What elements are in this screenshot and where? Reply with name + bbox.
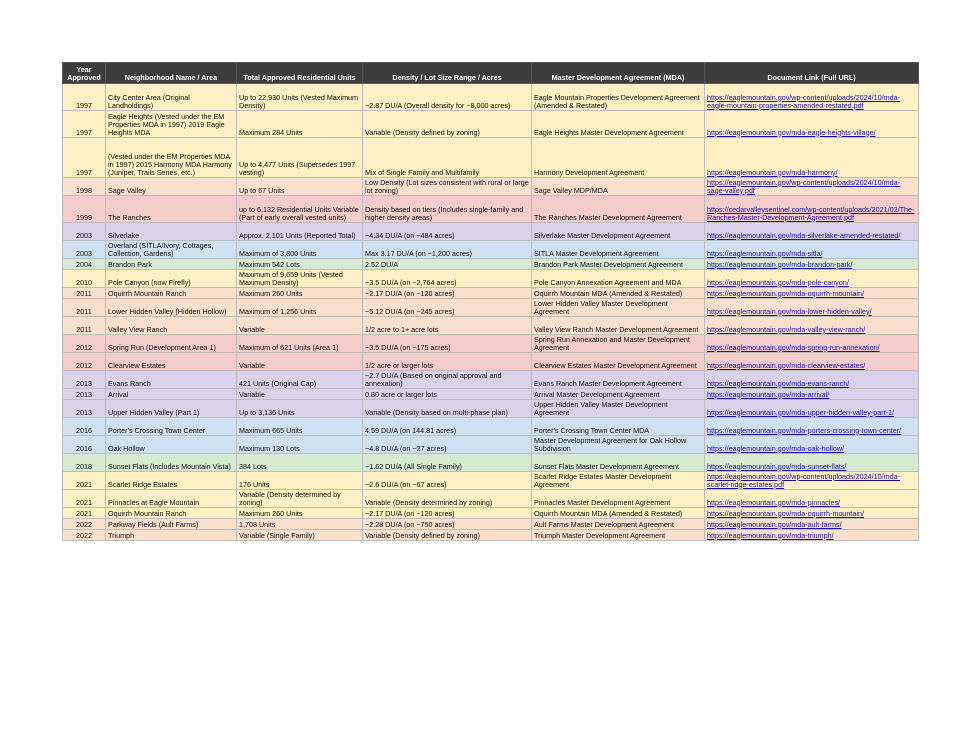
density-cell: ~2.7 DU/A (Based on original approval and annexation) bbox=[363, 371, 532, 389]
units-cell: Variable (Single Family) bbox=[237, 530, 363, 541]
neighborhood-cell: Scarlet Ridge Estates bbox=[106, 472, 237, 490]
units-cell: Up to 4,477 Units (Supersedes 1997 vesting) bbox=[237, 138, 363, 178]
table-row bbox=[63, 508, 919, 519]
table-row bbox=[63, 270, 919, 288]
mda-cell: Pinnacles Master Development Agreement bbox=[532, 490, 705, 508]
table-row bbox=[63, 138, 919, 178]
neighborhood-cell: Triumph bbox=[106, 530, 237, 541]
year-cell: 1997 bbox=[63, 84, 106, 111]
document-link-cell bbox=[705, 454, 919, 472]
density-cell: ~1.62 DU/A (All Single Family) bbox=[363, 454, 532, 472]
density-cell: Variable (Density based on multi-phase plan) bbox=[363, 400, 532, 418]
year-cell: 2013 bbox=[63, 371, 106, 389]
density-cell: Mix of Single Family and Multifamily bbox=[363, 138, 532, 178]
table-row bbox=[63, 436, 919, 454]
table-row bbox=[63, 472, 919, 490]
document-link-cell bbox=[705, 371, 919, 389]
mda-table-sheet bbox=[62, 62, 918, 541]
table-row bbox=[63, 196, 919, 223]
mda-cell: Ault Farms Master Development Agreement bbox=[532, 519, 705, 530]
mda-cell: Harmony Development Agreement bbox=[532, 138, 705, 178]
year-cell: 2022 bbox=[63, 530, 106, 541]
document-link[interactable]: https://eaglemountain.gov/mda-eagle-heights-village/ bbox=[707, 127, 876, 137]
mda-cell: Silverlake Master Development Agreement bbox=[532, 223, 705, 241]
density-cell: ~2.28 DU/A (on ~750 acres) bbox=[363, 519, 532, 530]
density-cell: Variable (Density determined by zoning) bbox=[363, 490, 532, 508]
mda-cell: Arrival Master Development Agreement bbox=[532, 389, 705, 400]
document-link-cell bbox=[705, 84, 919, 111]
density-cell: ~2.17 DU/A (on ~120 acres) bbox=[363, 288, 532, 299]
neighborhood-cell: Upper Hidden Valley (Part 1) bbox=[106, 400, 237, 418]
header-mda: Master Development Agreement (MDA) bbox=[532, 63, 705, 84]
table-header bbox=[63, 63, 919, 84]
document-link-cell bbox=[705, 508, 919, 519]
document-link-cell bbox=[705, 178, 919, 196]
table-row bbox=[63, 223, 919, 241]
density-cell: 2.52 DU/A bbox=[363, 259, 532, 270]
document-link[interactable]: https://eaglemountain.gov/mda-oquirrh-mountain/ bbox=[707, 288, 865, 298]
header-units: Total Approved Residential Units bbox=[237, 63, 363, 84]
table-row bbox=[63, 241, 919, 259]
units-cell: Up to 22,930 Units (Vested Maximum Density) bbox=[237, 84, 363, 111]
document-link-cell bbox=[705, 299, 919, 317]
neighborhood-cell: Porter's Crossing Town Center bbox=[106, 418, 237, 436]
mda-cell: Eagle Mountain Properties Development Agreement (Amended & Restated) bbox=[532, 84, 705, 111]
units-cell: up to 6,132 Residential Units Variable (Part of early overall vested units) bbox=[237, 196, 363, 223]
document-link-cell bbox=[705, 241, 919, 259]
table-row bbox=[63, 111, 919, 138]
header-density: Density / Lot Size Range / Acres bbox=[363, 63, 532, 84]
document-link-cell bbox=[705, 288, 919, 299]
year-cell: 2016 bbox=[63, 436, 106, 454]
document-link[interactable]: https://cedarvalleysentinel.com/wp-content/uploads/2021/02/The-Ranches-Master-Development-Agreement.pdf bbox=[707, 204, 915, 222]
year-cell: 2018 bbox=[63, 454, 106, 472]
document-link[interactable]: https://eaglemountain.gov/mda-evans-ranch/ bbox=[707, 378, 850, 388]
mda-cell: Triumph Master Development Agreement bbox=[532, 530, 705, 541]
neighborhood-cell: Sage Valley bbox=[106, 178, 237, 196]
density-cell: Density based on tiers (Includes single-family and higher density areas) bbox=[363, 196, 532, 223]
neighborhood-cell: Arrival bbox=[106, 389, 237, 400]
table-row bbox=[63, 317, 919, 335]
units-cell: Maximum of 3,800 Units bbox=[237, 241, 363, 259]
document-link[interactable]: https://eaglemountain.gov/mda-oquirrh-mountain/ bbox=[707, 508, 865, 518]
year-cell: 2003 bbox=[63, 241, 106, 259]
table-row bbox=[63, 454, 919, 472]
mda-cell: Eagle Heights Master Development Agreement bbox=[532, 111, 705, 138]
units-cell: Maximum of 9,659 Units (Vested Maximum Density) bbox=[237, 270, 363, 288]
document-link[interactable]: https://eaglemountain.gov/wp-content/uploads/2024/10/mda-sage-valley.pdf bbox=[707, 177, 900, 195]
document-link-cell bbox=[705, 259, 919, 270]
document-link-cell bbox=[705, 335, 919, 353]
header-year: Year Approved bbox=[63, 63, 106, 84]
neighborhood-cell: Valley View Ranch bbox=[106, 317, 237, 335]
table-row bbox=[63, 178, 919, 196]
mda-cell: Pole Canyon Annexation Agreement and MDA bbox=[532, 270, 705, 288]
header-neighborhood: Neighborhood Name / Area bbox=[106, 63, 237, 84]
mda-cell: Valley View Ranch Master Development Agreement bbox=[532, 317, 705, 335]
units-cell: Variable bbox=[237, 353, 363, 371]
document-link[interactable]: https://eaglemountain.gov/mda-spring-run-annexation/ bbox=[707, 342, 880, 352]
year-cell: 2003 bbox=[63, 223, 106, 241]
year-cell: 2021 bbox=[63, 490, 106, 508]
year-cell: 2013 bbox=[63, 389, 106, 400]
mda-cell: Oquirrh Mountain MDA (Amended & Restated) bbox=[532, 508, 705, 519]
neighborhood-cell: Spring Run (Development Area 1) bbox=[106, 335, 237, 353]
neighborhood-cell: Eagle Heights (Vested under the EM Properties MDA in 1997) 2019 Eagle Heights MDA bbox=[106, 111, 237, 138]
table-row bbox=[63, 418, 919, 436]
mda-cell: Spring Run Annexation and Master Development Agreement bbox=[532, 335, 705, 353]
mda-cell: Evans Ranch Master Development Agreement bbox=[532, 371, 705, 389]
units-cell: Variable (Density determined by zoning) bbox=[237, 490, 363, 508]
table-row bbox=[63, 353, 919, 371]
density-cell: ~2.17 DU/A (on ~120 acres) bbox=[363, 508, 532, 519]
document-link-cell bbox=[705, 472, 919, 490]
table-row bbox=[63, 259, 919, 270]
table-row bbox=[63, 389, 919, 400]
year-cell: 1999 bbox=[63, 196, 106, 223]
neighborhood-cell: Brandon Park bbox=[106, 259, 237, 270]
document-link[interactable]: https://eaglemountain.gov/mda-arrival/ bbox=[707, 389, 830, 399]
table-row bbox=[63, 519, 919, 530]
document-link-cell bbox=[705, 530, 919, 541]
density-cell: 1/2 acre to 1+ acre lots bbox=[363, 317, 532, 335]
table-row bbox=[63, 299, 919, 317]
units-cell: 1,708 Units bbox=[237, 519, 363, 530]
neighborhood-cell: Oquirrh Mountain Ranch bbox=[106, 288, 237, 299]
density-cell: ~3.5 DU/A (on ~2,764 acres) bbox=[363, 270, 532, 288]
year-cell: 2016 bbox=[63, 418, 106, 436]
units-cell: Variable bbox=[237, 389, 363, 400]
document-link-cell bbox=[705, 436, 919, 454]
density-cell: ~5.12 DU/A (on ~245 acres) bbox=[363, 299, 532, 317]
document-link-cell bbox=[705, 138, 919, 178]
document-link[interactable]: https://eaglemountain.gov/mda-ault-farms/ bbox=[707, 519, 842, 529]
neighborhood-cell: Sunset Flats (Includes Mountain Vista) bbox=[106, 454, 237, 472]
units-cell: Up to 3,136 Units bbox=[237, 400, 363, 418]
header-document-link: Document Link (Full URL) bbox=[705, 63, 919, 84]
document-link[interactable]: https://eaglemountain.gov/mda-brandon-park/ bbox=[707, 259, 853, 269]
units-cell: Maximum 665 Units bbox=[237, 418, 363, 436]
mda-cell: Lower Hidden Valley Master Development Agreement bbox=[532, 299, 705, 317]
mda-cell: Clearview Estates Master Development Agreement bbox=[532, 353, 705, 371]
document-link-cell bbox=[705, 418, 919, 436]
table-row bbox=[63, 371, 919, 389]
year-cell: 2022 bbox=[63, 519, 106, 530]
year-cell: 2021 bbox=[63, 472, 106, 490]
year-cell: 2012 bbox=[63, 335, 106, 353]
document-link-cell bbox=[705, 400, 919, 418]
density-cell: ~4.8 DU/A (on ~27 acres) bbox=[363, 436, 532, 454]
neighborhood-cell: Pinnacles at Eagle Mountain bbox=[106, 490, 237, 508]
document-link[interactable]: https://eaglemountain.gov/mda-sunset-flats/ bbox=[707, 461, 847, 471]
density-cell: 0.80 acre or larger lots bbox=[363, 389, 532, 400]
neighborhood-cell: Parkway Fields (Ault Farms) bbox=[106, 519, 237, 530]
units-cell: Maximum of 1,256 Units bbox=[237, 299, 363, 317]
density-cell: ~3.5 DU/A (on ~175 acres) bbox=[363, 335, 532, 353]
table-row bbox=[63, 530, 919, 541]
neighborhood-cell: Lower Hidden Valley (Hidden Hollow) bbox=[106, 299, 237, 317]
mda-cell: Porter's Crossing Town Center MDA bbox=[532, 418, 705, 436]
table-row bbox=[63, 490, 919, 508]
document-link-cell bbox=[705, 223, 919, 241]
document-link-cell bbox=[705, 389, 919, 400]
year-cell: 2013 bbox=[63, 400, 106, 418]
mda-cell: Sage Valley MDP/MDA bbox=[532, 178, 705, 196]
neighborhood-cell: Clearview Estates bbox=[106, 353, 237, 371]
table-row bbox=[63, 400, 919, 418]
table-row bbox=[63, 288, 919, 299]
year-cell: 2011 bbox=[63, 299, 106, 317]
year-cell: 2021 bbox=[63, 508, 106, 519]
units-cell: Approx. 2,101 Units (Reported Total) bbox=[237, 223, 363, 241]
units-cell: Up to 67 Units bbox=[237, 178, 363, 196]
units-cell: Variable bbox=[237, 317, 363, 335]
mda-cell: The Ranches Master Development Agreement bbox=[532, 196, 705, 223]
mda-cell: Master Development Agreement for Oak Hollow Subdivision bbox=[532, 436, 705, 454]
document-link[interactable]: https://eaglemountain.gov/mda-clearview-estates/ bbox=[707, 360, 866, 370]
density-cell: ~2.87 DU/A (Overall density for ~8,000 acres) bbox=[363, 84, 532, 111]
document-link[interactable]: https://eaglemountain.gov/mda-harmony/ bbox=[707, 167, 838, 177]
document-link-cell bbox=[705, 196, 919, 223]
units-cell: 384 Lots bbox=[237, 454, 363, 472]
units-cell: 176 Units bbox=[237, 472, 363, 490]
document-link[interactable]: https://eaglemountain.gov/mda-porters-crossing-town-center/ bbox=[707, 425, 902, 435]
document-link[interactable]: https://eaglemountain.gov/mda-silverlake-amended-restated/ bbox=[707, 230, 901, 240]
units-cell: Maximum 130 Lots bbox=[237, 436, 363, 454]
density-cell: Max 3.17 DU/A (on ~1,200 acres) bbox=[363, 241, 532, 259]
year-cell: 1997 bbox=[63, 111, 106, 138]
year-cell: 1998 bbox=[63, 178, 106, 196]
neighborhood-cell: The Ranches bbox=[106, 196, 237, 223]
neighborhood-cell: Pole Canyon (now Firefly) bbox=[106, 270, 237, 288]
density-cell: ~2.6 DU/A (on ~67 acres) bbox=[363, 472, 532, 490]
mda-table bbox=[62, 62, 919, 541]
document-link-cell bbox=[705, 490, 919, 508]
neighborhood-cell: (Vested under the EM Properties MDA in 1997) 2015 Harmony MDA Harmony (Juniper, Trails Series, etc.) bbox=[106, 138, 237, 178]
table-row bbox=[63, 84, 919, 111]
year-cell: 2010 bbox=[63, 270, 106, 288]
document-link[interactable]: https://eaglemountain.gov/mda-sitla/ bbox=[707, 248, 823, 258]
document-link-cell bbox=[705, 353, 919, 371]
document-link[interactable]: https://eaglemountain.gov/mda-pole-canyon/ bbox=[707, 277, 849, 287]
density-cell: Low Density (Lot sizes consistent with rural or large lot zoning) bbox=[363, 178, 532, 196]
neighborhood-cell: Oak Hollow bbox=[106, 436, 237, 454]
neighborhood-cell: Overland (SITLA/Ivory, Cottages, Collection, Gardens) bbox=[106, 241, 237, 259]
density-cell: 1/2 acre or larger lots bbox=[363, 353, 532, 371]
year-cell: 2004 bbox=[63, 259, 106, 270]
year-cell: 2012 bbox=[63, 353, 106, 371]
document-link[interactable]: https://eaglemountain.gov/wp-content/uploads/2024/10/mda-scarlet-ridge-estates.pdf bbox=[707, 471, 900, 489]
neighborhood-cell: Evans Ranch bbox=[106, 371, 237, 389]
mda-cell: Oquirrh Mountain MDA (Amended & Restated) bbox=[532, 288, 705, 299]
units-cell: Maximum 260 Units bbox=[237, 288, 363, 299]
mda-cell: SITLA Master Development Agreement bbox=[532, 241, 705, 259]
year-cell: 1997 bbox=[63, 138, 106, 178]
neighborhood-cell: Oquirrh Mountain Ranch bbox=[106, 508, 237, 519]
density-cell: ~4.34 DU/A (on ~484 acres) bbox=[363, 223, 532, 241]
document-link-cell bbox=[705, 317, 919, 335]
mda-cell: Scarlet Ridge Estates Master Development Agreement bbox=[532, 472, 705, 490]
document-link-cell bbox=[705, 519, 919, 530]
document-link-cell bbox=[705, 270, 919, 288]
density-cell: Variable (Density defined by zoning) bbox=[363, 530, 532, 541]
units-cell: Maximum 284 Units bbox=[237, 111, 363, 138]
year-cell: 2011 bbox=[63, 317, 106, 335]
year-cell: 2011 bbox=[63, 288, 106, 299]
document-link[interactable]: https://eaglemountain.gov/mda-triumph/ bbox=[707, 530, 834, 540]
density-cell: Variable (Density defined by zoning) bbox=[363, 111, 532, 138]
document-link[interactable]: https://eaglemountain.gov/mda-upper-hidden-valley-part-1/ bbox=[707, 407, 894, 417]
table-row bbox=[63, 335, 919, 353]
neighborhood-cell: Silverlake bbox=[106, 223, 237, 241]
document-link[interactable]: https://eaglemountain.gov/mda-pinnacles/ bbox=[707, 497, 841, 507]
units-cell: 421 Units (Original Cap) bbox=[237, 371, 363, 389]
mda-cell: Brandon Park Master Development Agreement bbox=[532, 259, 705, 270]
units-cell: Maximum 260 Units bbox=[237, 508, 363, 519]
document-link[interactable]: https://eaglemountain.gov/mda-oak-hollow/ bbox=[707, 443, 845, 453]
document-link[interactable]: https://eaglemountain.gov/mda-valley-view-ranch/ bbox=[707, 324, 866, 334]
units-cell: Maximum of 621 Units (Area 1) bbox=[237, 335, 363, 353]
mda-cell: Upper Hidden Valley Master Development Agreement bbox=[532, 400, 705, 418]
units-cell: Maximum 542 Lots bbox=[237, 259, 363, 270]
neighborhood-cell: City Center Area (Original Landholdings) bbox=[106, 84, 237, 111]
header-row bbox=[63, 63, 919, 84]
document-link-cell bbox=[705, 111, 919, 138]
table-body bbox=[63, 84, 919, 541]
document-link[interactable]: https://eaglemountain.gov/wp-content/uploads/2024/10/mda-eagle-mountain-properties-amended-restated.pdf bbox=[707, 92, 900, 110]
document-link[interactable]: https://eaglemountain.gov/mda-lower-hidden-valley/ bbox=[707, 306, 872, 316]
mda-cell: Sunset Flats Master Development Agreement bbox=[532, 454, 705, 472]
density-cell: 4.59 DU/A (on 144.81 acres) bbox=[363, 418, 532, 436]
